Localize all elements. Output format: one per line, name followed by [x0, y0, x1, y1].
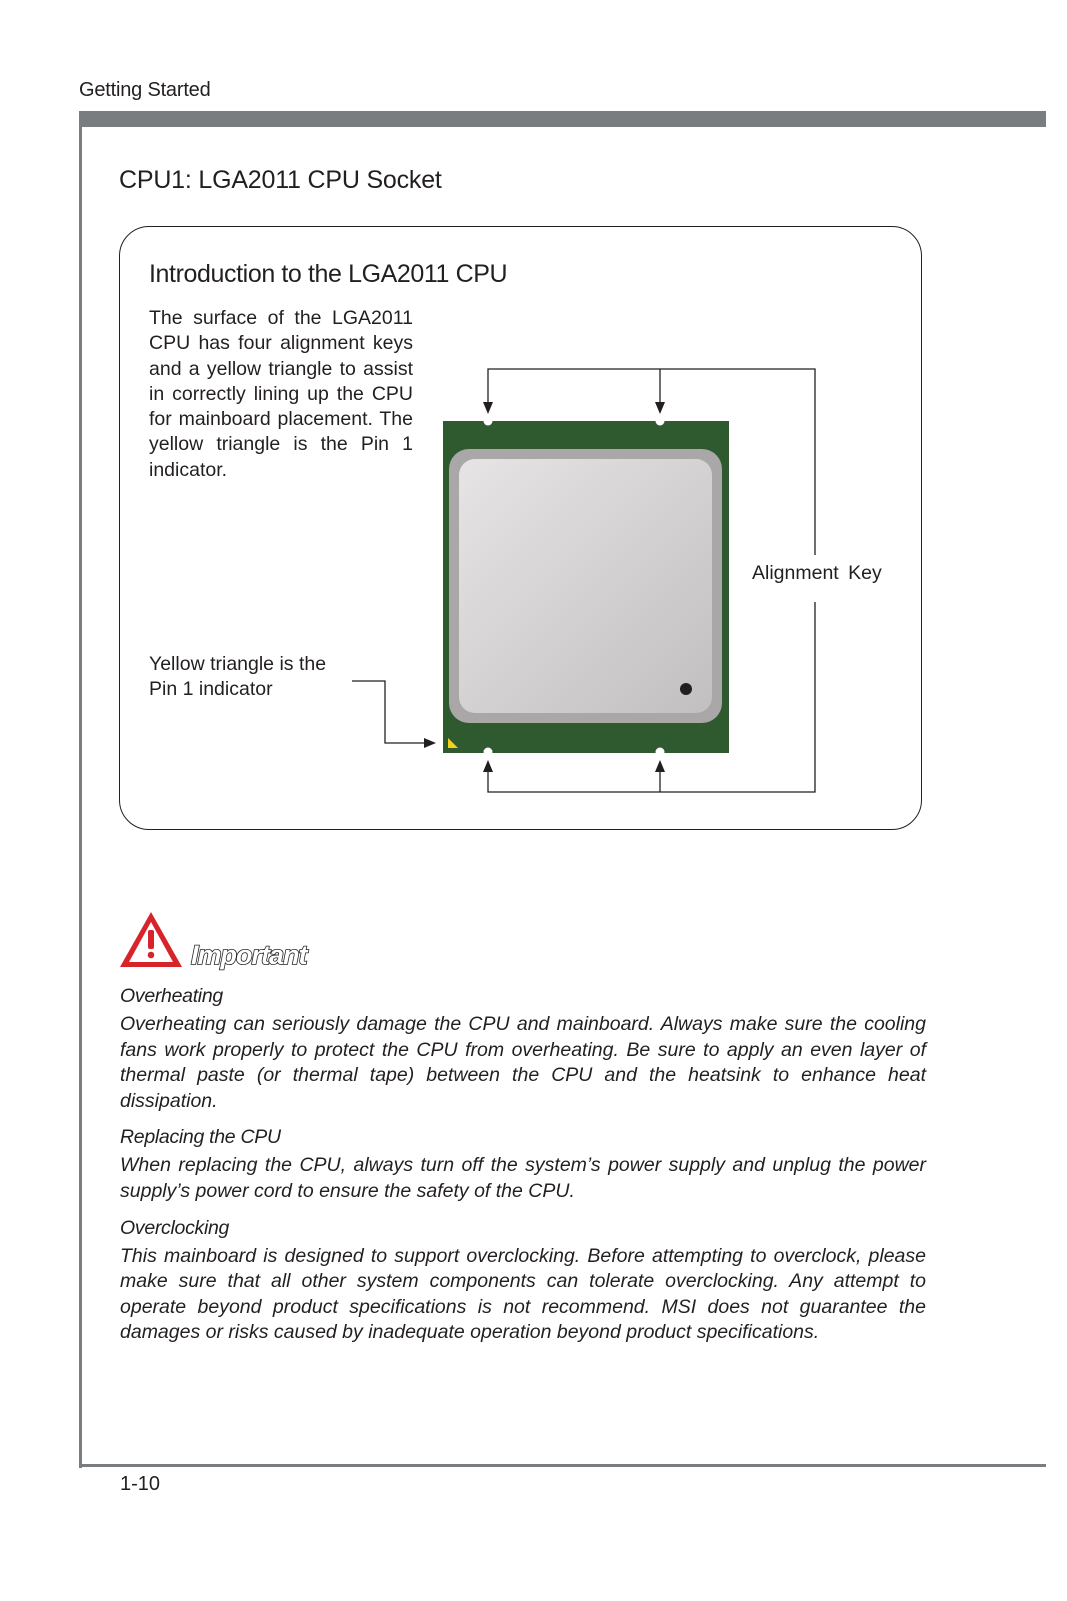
note-title: Replacing the CPU	[120, 1126, 281, 1149]
important-label: Important	[191, 940, 307, 970]
pin1-indicator-label	[149, 652, 326, 702]
alignment-key-notch	[656, 417, 665, 426]
note-item	[120, 984, 926, 1114]
pin1-label-line: Yellow triangle is the	[149, 653, 327, 675]
note-text: This mainboard is designed to support overclocking. Before attempting to overclock, please make sure that all other system components can tolerate overclocking. Any attempt to operate beyond product specifications is not recommend. MSI does not guarantee the damages or risks caused by inadequate operation beyond product specifications.	[120, 1244, 926, 1344]
note-title: Overheating	[120, 985, 223, 1007]
footer-rule	[79, 1464, 1046, 1467]
alignment-key-notch	[656, 748, 665, 757]
important-heading	[119, 909, 319, 971]
pin1-leader	[352, 681, 426, 743]
note-text: Overheating can seriously damage the CPU and mainboard. Always make sure the cooling fans work properly to protect the CPU from overheating. Be sure to apply an even layer of thermal paste (or thermal tape) between the CPU and the heatsink to enhance heat dissipation.	[120, 1013, 926, 1112]
important-notes	[120, 984, 926, 1357]
alignment-key-label: Alignment Key	[752, 562, 882, 584]
arrowhead	[483, 402, 493, 414]
warning-triangle-icon	[120, 912, 182, 967]
pin1-label-line: Pin 1 indicator	[149, 678, 273, 700]
arrowhead	[424, 738, 436, 748]
arrowhead	[655, 402, 665, 414]
cpu-dot	[680, 683, 692, 695]
alignment-key-notch	[484, 748, 493, 757]
page-number: 1-10	[120, 1473, 161, 1495]
alignment-key-notch	[484, 417, 493, 426]
note-item	[120, 1216, 926, 1346]
intro-title: Introduction to the LGA2011 CPU	[149, 260, 508, 288]
arrowhead	[655, 760, 665, 772]
note-item	[120, 1125, 926, 1204]
chapter-header: Getting Started	[79, 79, 211, 101]
section-title: CPU1: LGA2011 CPU Socket	[119, 166, 442, 194]
note-title: Overclocking	[120, 1216, 230, 1239]
note-text: When replacing the CPU, always turn off the system’s power supply and unplug the power supply’s power cord to ensure the safety of the CPU.	[120, 1154, 926, 1202]
intro-body: The surface of the LGA2011 CPU has four alignment keys and a yellow triangle to assist in correctly lining up the CPU for mainboard placement. The yellow triangle is the Pin 1 indicator.	[149, 307, 413, 481]
arrowhead	[483, 760, 493, 772]
cpu-ihs	[459, 459, 712, 713]
